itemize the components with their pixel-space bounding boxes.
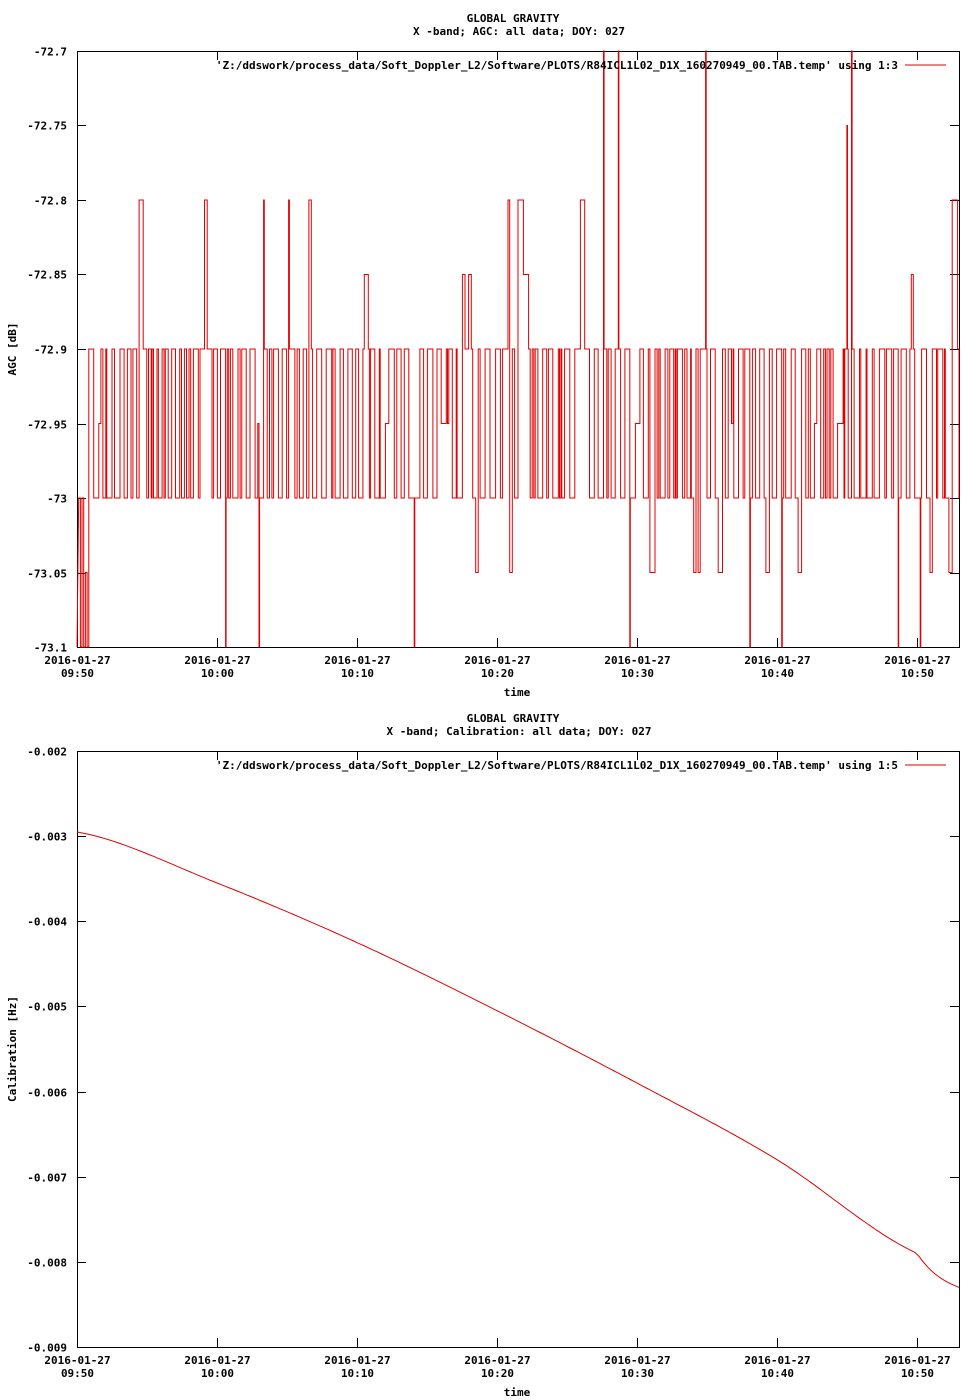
legend-label: 'Z:/ddswork/process_data/Soft_Doppler_L2/Software/PLOTS/R84ICL1L02_D1X_160270949_00.TAB.temp' using 1:5 (215, 759, 898, 772)
x-tick-time: 10:00 (200, 1367, 235, 1380)
y-tick-label: -0.008 (27, 1256, 67, 1270)
x-axis-label: time (503, 686, 531, 699)
x-tick-date: 2016-01-27 (744, 1354, 811, 1367)
y-tick-label: -72.85 (27, 268, 67, 282)
x-tick-time: 10:40 (760, 1367, 795, 1380)
y-tick-label: -73.05 (27, 567, 67, 581)
x-tick-time: 10:20 (480, 1367, 515, 1380)
x-tick-time: 10:00 (200, 667, 235, 680)
chart-title: GLOBAL GRAVITY (466, 712, 560, 725)
y-tick-label: -0.002 (27, 745, 67, 759)
x-tick-time: 10:30 (620, 667, 655, 680)
chart-title: GLOBAL GRAVITY (466, 12, 560, 25)
x-axis-label: time (503, 1386, 531, 1399)
x-tick-time: 09:50 (60, 667, 95, 680)
chart-subtitle: X -band; Calibration: all data; DOY: 027 (386, 725, 652, 738)
x-tick-date: 2016-01-27 (184, 1354, 251, 1367)
legend-label: 'Z:/ddswork/process_data/Soft_Doppler_L2/Software/PLOTS/R84ICL1L02_D1X_160270949_00.TAB.temp' using 1:3 (215, 59, 898, 72)
y-tick-label: -0.004 (27, 915, 67, 929)
y-tick-label: -0.005 (27, 1000, 67, 1014)
y-tick-label: -0.006 (27, 1086, 67, 1100)
x-tick-date: 2016-01-27 (464, 1354, 531, 1367)
calibration-chart (0, 700, 980, 1400)
y-tick-label: -72.8 (33, 194, 67, 208)
y-tick-label: -72.9 (33, 343, 67, 357)
plot-area (77, 832, 959, 1288)
x-tick-date: 2016-01-27 (324, 1354, 391, 1367)
x-tick-date: 2016-01-27 (184, 654, 251, 667)
y-tick-label: -0.003 (27, 830, 67, 844)
x-tick-time: 10:50 (900, 667, 935, 680)
x-tick-date: 2016-01-27 (744, 654, 811, 667)
y-axis-label: Calibration [Hz] (6, 996, 19, 1102)
x-tick-date: 2016-01-27 (44, 1354, 111, 1367)
x-tick-date: 2016-01-27 (604, 1354, 671, 1367)
x-tick-date: 2016-01-27 (884, 1354, 951, 1367)
x-tick-time: 10:20 (480, 667, 515, 680)
y-tick-label: -0.009 (27, 1341, 67, 1355)
x-tick-date: 2016-01-27 (884, 654, 951, 667)
y-tick-label: -73.1 (33, 641, 67, 655)
x-tick-time: 10:10 (340, 667, 375, 680)
x-ticks (44, 751, 950, 1380)
y-tick-label: -72.7 (33, 45, 67, 59)
x-tick-date: 2016-01-27 (464, 654, 531, 667)
plot-area (77, 51, 959, 647)
y-tick-label: -72.95 (27, 418, 67, 432)
x-tick-time: 09:50 (60, 1367, 95, 1380)
series-line (77, 832, 959, 1288)
x-tick-date: 2016-01-27 (44, 654, 111, 667)
plot-frame (78, 752, 960, 1348)
y-tick-label: -0.007 (27, 1171, 67, 1185)
y-tick-label: -73 (47, 492, 67, 506)
x-tick-date: 2016-01-27 (604, 654, 671, 667)
y-axis-label: AGC [dB] (6, 322, 19, 376)
chart-subtitle: X -band; AGC: all data; DOY: 027 (413, 25, 625, 38)
x-tick-time: 10:30 (620, 1367, 655, 1380)
x-tick-time: 10:50 (900, 1367, 935, 1380)
x-tick-date: 2016-01-27 (324, 654, 391, 667)
series-line (77, 51, 959, 647)
y-ticks (27, 746, 959, 1355)
y-tick-label: -72.75 (27, 119, 67, 133)
y-ticks (27, 46, 959, 655)
x-tick-time: 10:40 (760, 667, 795, 680)
x-ticks (44, 51, 950, 680)
x-tick-time: 10:10 (340, 1367, 375, 1380)
